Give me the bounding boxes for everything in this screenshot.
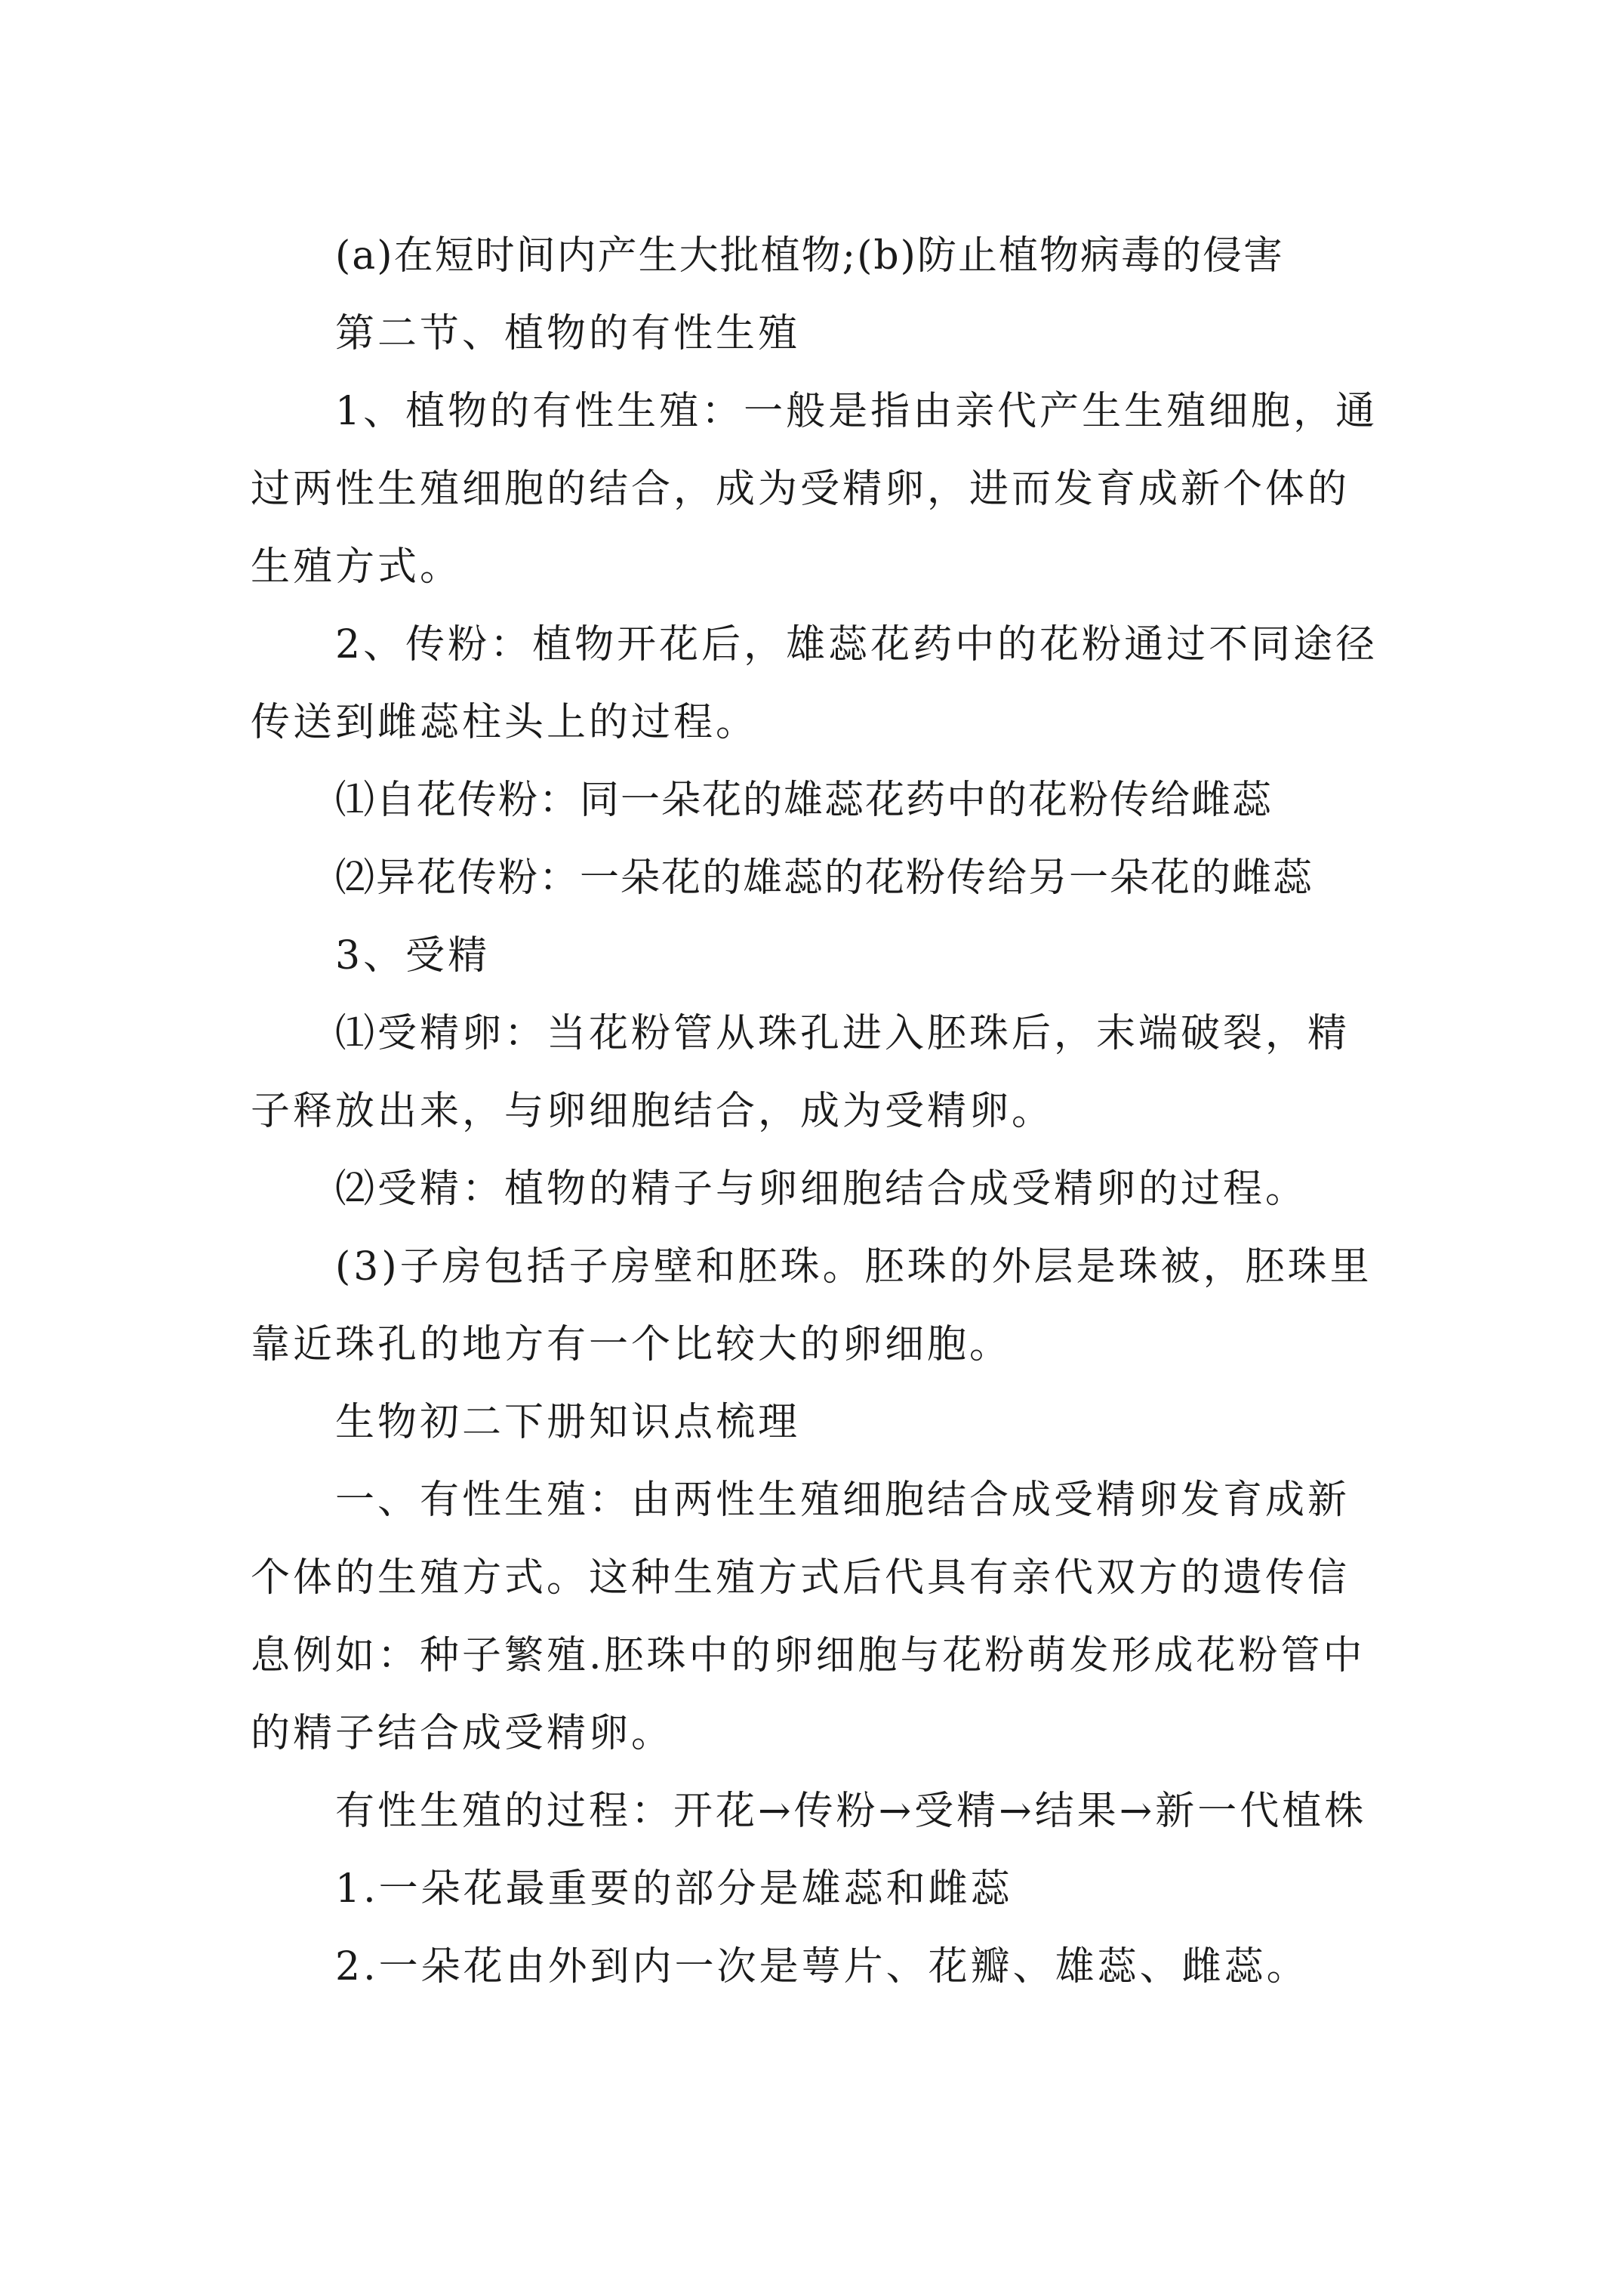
paragraph-self-pollination: ⑴自花传粉：同一朵花的雄蕊花药中的花粉传给雌蕊 — [335, 778, 1273, 823]
paragraph-reproduction-process: 有性生殖的过程：开花→传粉→受精→结果→新一代植株 — [335, 1789, 1367, 1834]
paragraph-flower-important-parts: 1.一朵花最重要的部分是雄蕊和雌蕊 — [335, 1866, 1013, 1912]
paragraph-cross-pollination: ⑵异花传粉：一朵花的雄蕊的花粉传给另一朵花的雌蕊 — [335, 855, 1314, 901]
section-heading-sexual-reproduction: 第二节、植物的有性生殖 — [335, 311, 801, 356]
paragraph-sexual-reproduction-summary: 一、有性生殖：由两性生殖细胞结合成受精卵发育成新个体的生殖方式。这种生殖方式后代具有亲代双方的遗传信息例如：种子繁殖.胚珠中的卵细胞与花粉萌发形成花粉管中的精子结合成受精卵。 — [251, 1478, 1366, 1756]
document-body — [251, 217, 1390, 2006]
paragraph-zygote: ⑴受精卵：当花粉管从珠孔进入胚珠后，末端破裂，精子释放出来，与卵细胞结合，成为受精卵。 — [251, 1011, 1350, 1134]
paragraph-tissue-culture-advantages: (a)在短时间内产生大批植物;(b)防止植物病毒的侵害 — [335, 233, 1284, 279]
paragraph-fertilization: ⑵受精：植物的精子与卵细胞结合成受精卵的过程。 — [335, 1166, 1308, 1212]
paragraph-flower-structure-order: 2.一朵花由外到内一次是萼片、花瓣、雄蕊、雌蕊。 — [335, 1944, 1309, 1989]
paragraph-fertilization-heading: 3、受精 — [335, 933, 491, 978]
paragraph-definition-sexual-reproduction: 1、植物的有性生殖：一般是指由亲代产生生殖细胞，通过两性生殖细胞的结合，成为受精卵，进而发育成新个体的生殖方式。 — [251, 389, 1378, 590]
paragraph-knowledge-summary-title: 生物初二下册知识点梳理 — [335, 1400, 801, 1445]
paragraph-pollination: 2、传粉：植物开花后，雄蕊花药中的花粉通过不同途径传送到雌蕊柱头上的过程。 — [251, 622, 1378, 745]
paragraph-ovary: (3)子房包括子房壁和胚珠。胚珠的外层是珠被，胚珠里靠近珠孔的地方有一个比较大的卵细胞。 — [251, 1244, 1372, 1367]
